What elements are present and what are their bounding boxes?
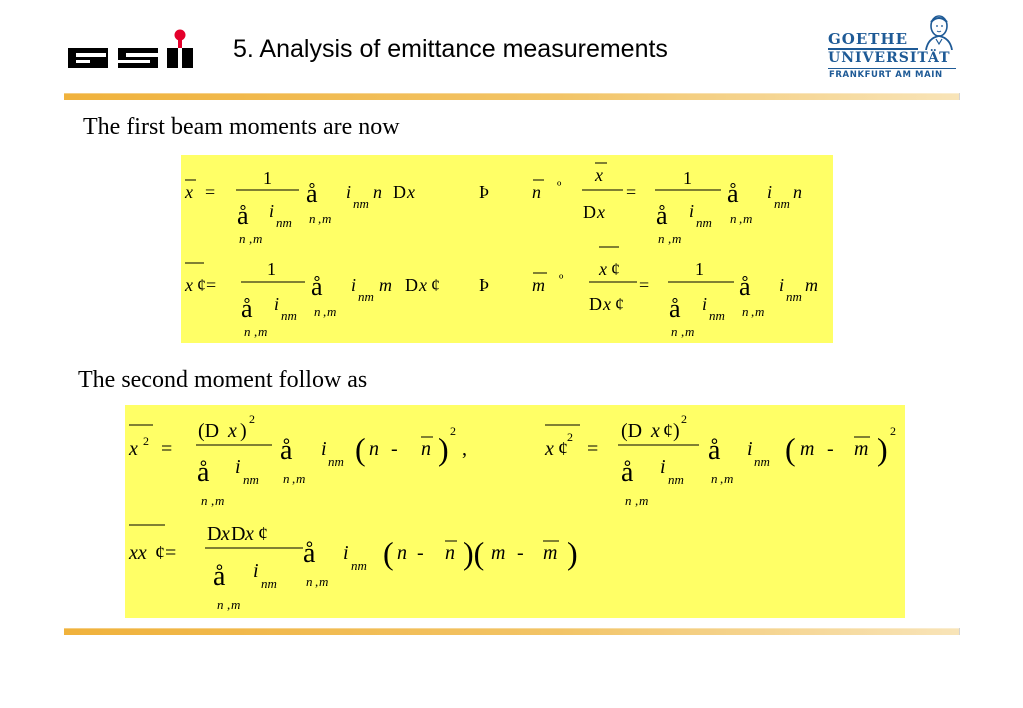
svg-text:1: 1: [267, 259, 276, 279]
svg-text:n: n: [239, 231, 246, 246]
svg-text:å: å: [237, 201, 249, 230]
svg-text:D: D: [207, 523, 222, 545]
svg-text:=: =: [587, 438, 599, 460]
svg-text:(: (: [355, 431, 366, 467]
svg-text:-: -: [391, 438, 398, 460]
section-heading-second-moments: The second moment follow as: [78, 367, 368, 393]
svg-text:): ): [438, 431, 449, 467]
svg-text:i: i: [274, 294, 280, 314]
svg-text:å: å: [727, 179, 739, 208]
svg-text:nm: nm: [276, 215, 292, 230]
svg-text:m: m: [685, 324, 695, 339]
svg-text:Þ: Þ: [479, 182, 490, 202]
svg-text:å: å: [656, 201, 668, 230]
svg-text:-: -: [827, 438, 834, 460]
svg-text:,: ,: [635, 493, 639, 508]
svg-text:m: m: [231, 597, 241, 612]
svg-text:2: 2: [249, 412, 255, 426]
svg-text:x: x: [221, 523, 230, 545]
svg-text:å: å: [669, 294, 681, 323]
logo-line-universitaet: UNIVERSITÄT: [828, 50, 951, 66]
svg-text:å: å: [708, 435, 721, 466]
svg-text:m: m: [805, 275, 818, 295]
page-title: 5. Analysis of emittance measurements: [233, 35, 668, 63]
svg-text:i: i: [253, 560, 259, 582]
svg-text:1: 1: [683, 168, 692, 188]
svg-text:i: i: [702, 294, 708, 314]
svg-text:å: å: [621, 457, 634, 488]
svg-text:¢): ¢): [663, 420, 680, 442]
svg-text:º: º: [557, 180, 562, 195]
svg-text:m: m: [800, 438, 815, 460]
svg-text:n: n: [309, 211, 316, 226]
svg-text:=: =: [639, 275, 650, 295]
svg-text:i: i: [747, 438, 753, 460]
svg-text:n: n: [445, 542, 455, 564]
svg-text:2: 2: [450, 424, 456, 438]
svg-text:nm: nm: [754, 454, 770, 469]
svg-text:nm: nm: [668, 472, 684, 487]
svg-text:m: m: [253, 231, 263, 246]
svg-text:2: 2: [890, 424, 896, 438]
footer-divider-bar: [64, 628, 960, 635]
svg-text:x: x: [545, 438, 554, 460]
svg-text:n: n: [314, 304, 321, 319]
svg-text:x: x: [419, 275, 427, 295]
svg-text:m: m: [532, 275, 545, 295]
svg-text:D: D: [393, 182, 406, 202]
svg-text:n: n: [306, 574, 313, 589]
svg-text:m: m: [543, 542, 558, 564]
svg-text:nm: nm: [696, 215, 712, 230]
svg-text:,: ,: [681, 324, 685, 339]
goethe-university-logo: [828, 14, 958, 84]
svg-text:1: 1: [263, 168, 272, 188]
svg-text:2: 2: [567, 430, 573, 444]
svg-text:i: i: [767, 182, 773, 202]
svg-text:D: D: [231, 523, 246, 545]
svg-text:¢=: ¢=: [155, 542, 177, 564]
svg-text:¢: ¢: [611, 259, 620, 279]
svg-text:n: n: [217, 597, 224, 612]
svg-text:(: (: [785, 431, 796, 467]
svg-text:nm: nm: [261, 576, 277, 591]
svg-text:n: n: [201, 493, 208, 508]
svg-text:): ): [567, 535, 578, 571]
svg-text:-: -: [417, 542, 424, 564]
svg-text:¢: ¢: [558, 438, 568, 460]
section-heading-first-moments: The first beam moments are now: [83, 114, 400, 140]
svg-text:å: å: [303, 538, 316, 569]
svg-text:xx: xx: [129, 542, 147, 564]
svg-text:x: x: [651, 420, 660, 442]
svg-text:2: 2: [143, 434, 149, 448]
svg-text:¢=: ¢=: [197, 275, 217, 295]
svg-text:m: m: [743, 211, 753, 226]
svg-text:nm: nm: [351, 558, 367, 573]
svg-text:=: =: [205, 182, 216, 202]
svg-text:¢: ¢: [431, 275, 440, 295]
svg-text:x: x: [603, 294, 611, 314]
svg-text:m: m: [296, 471, 306, 486]
svg-text:,: ,: [292, 471, 296, 486]
svg-text:x: x: [595, 165, 603, 185]
logo-line-goethe: GOETHE: [828, 30, 909, 48]
svg-text:n: n: [793, 182, 802, 202]
svg-text:n: n: [283, 471, 290, 486]
svg-text:2: 2: [681, 412, 687, 426]
second-moments-equations: [125, 405, 905, 618]
svg-text:m: m: [672, 231, 682, 246]
svg-text:º: º: [559, 273, 564, 288]
svg-text:å: å: [213, 561, 226, 592]
svg-text:i: i: [343, 542, 349, 564]
svg-text:å: å: [197, 457, 210, 488]
svg-text:m: m: [491, 542, 506, 564]
svg-text:nm: nm: [774, 196, 790, 211]
svg-text:n: n: [421, 438, 431, 460]
svg-text:,: ,: [720, 471, 724, 486]
svg-text:x: x: [185, 275, 193, 295]
svg-text:)(: )(: [463, 535, 485, 571]
svg-text:i: i: [689, 201, 695, 221]
svg-text:n: n: [658, 231, 665, 246]
svg-text:x: x: [245, 523, 254, 545]
svg-text:): ): [877, 431, 888, 467]
svg-text:n: n: [671, 324, 678, 339]
svg-text:n: n: [711, 471, 718, 486]
svg-text:1: 1: [695, 259, 704, 279]
svg-text:nm: nm: [281, 308, 297, 323]
svg-text:i: i: [351, 275, 357, 295]
svg-text:,: ,: [249, 231, 253, 246]
svg-text:,: ,: [751, 304, 755, 319]
first-moments-equations: [181, 155, 833, 343]
svg-text:å: å: [280, 435, 293, 466]
svg-text:å: å: [241, 294, 253, 323]
svg-text:n: n: [369, 438, 379, 460]
svg-text:¢: ¢: [615, 294, 624, 314]
svg-text:x: x: [599, 259, 607, 279]
svg-text:D: D: [583, 202, 596, 222]
svg-text:=: =: [161, 438, 173, 460]
svg-text:¢: ¢: [258, 523, 268, 545]
logo-line-frankfurt: FRANKFURT AM MAIN: [829, 70, 943, 80]
svg-text:,: ,: [211, 493, 215, 508]
svg-text:x: x: [185, 182, 193, 202]
gsi-logo: [66, 29, 196, 69]
svg-text:x: x: [597, 202, 605, 222]
svg-text:n: n: [730, 211, 737, 226]
svg-text:,: ,: [318, 211, 322, 226]
svg-text:i: i: [269, 201, 275, 221]
svg-text:n: n: [532, 182, 541, 202]
svg-text:D: D: [589, 294, 602, 314]
svg-text:nm: nm: [353, 196, 369, 211]
svg-text:i: i: [660, 456, 666, 478]
svg-text:,: ,: [739, 211, 743, 226]
svg-text:m: m: [379, 275, 392, 295]
svg-text:å: å: [306, 179, 318, 208]
svg-text:,: ,: [315, 574, 319, 589]
svg-text:m: m: [215, 493, 225, 508]
second-moments-formula-box: [125, 405, 905, 618]
goethe-portrait-icon: [922, 14, 956, 50]
svg-text:i: i: [346, 182, 352, 202]
svg-text:Þ: Þ: [479, 275, 490, 295]
svg-text:n: n: [244, 324, 251, 339]
svg-text:i: i: [321, 438, 327, 460]
svg-text:n: n: [625, 493, 632, 508]
svg-text:m: m: [755, 304, 765, 319]
svg-text:(D: (D: [198, 420, 220, 442]
svg-text:-: -: [517, 542, 524, 564]
svg-text:i: i: [779, 275, 785, 295]
svg-text:m: m: [854, 438, 869, 460]
svg-text:(: (: [383, 535, 394, 571]
svg-text:m: m: [639, 493, 649, 508]
svg-text:n: n: [373, 182, 382, 202]
svg-text:nm: nm: [243, 472, 259, 487]
svg-text:nm: nm: [358, 289, 374, 304]
svg-text:x: x: [129, 438, 138, 460]
svg-text:nm: nm: [709, 308, 725, 323]
svg-text:å: å: [311, 272, 323, 301]
svg-text:nm: nm: [786, 289, 802, 304]
svg-text:,: ,: [462, 438, 467, 460]
svg-text:m: m: [327, 304, 337, 319]
svg-text:n: n: [397, 542, 407, 564]
svg-text:m: m: [322, 211, 332, 226]
svg-text:m: m: [724, 471, 734, 486]
svg-text:x: x: [407, 182, 415, 202]
svg-text:=: =: [626, 182, 637, 202]
first-moments-formula-box: [181, 155, 833, 343]
svg-text:nm: nm: [328, 454, 344, 469]
svg-text:x: x: [228, 420, 237, 442]
svg-text:m: m: [319, 574, 329, 589]
svg-text:,: ,: [254, 324, 258, 339]
svg-text:m: m: [258, 324, 268, 339]
svg-text:): ): [240, 420, 247, 442]
svg-text:D: D: [405, 275, 418, 295]
header-divider-bar: [64, 93, 960, 100]
svg-text:,: ,: [227, 597, 231, 612]
svg-text:(D: (D: [621, 420, 643, 442]
svg-text:n: n: [742, 304, 749, 319]
svg-text:i: i: [235, 456, 241, 478]
svg-text:,: ,: [323, 304, 327, 319]
svg-text:å: å: [739, 272, 751, 301]
svg-text:,: ,: [668, 231, 672, 246]
